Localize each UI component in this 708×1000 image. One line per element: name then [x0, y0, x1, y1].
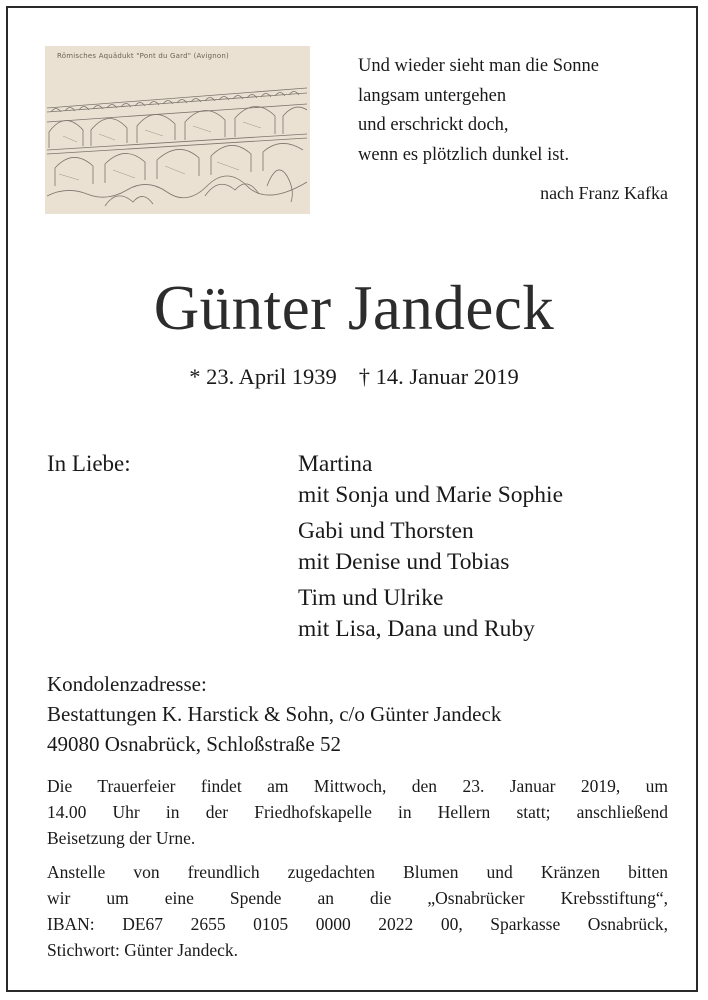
mourner-line: Gabi und Thorsten [298, 518, 474, 544]
condolence-label: Kondolenzadresse: [47, 672, 207, 696]
mourner-line: Tim und Ulrike [298, 585, 444, 611]
poem-attribution: nach Franz Kafka [540, 183, 668, 203]
mourner-group [298, 516, 563, 578]
mourner-group [298, 449, 563, 511]
donation-line: Anstelle von freundlich zugedachten Blumen und Kränzen bitten [47, 862, 668, 882]
mourners-label: In Liebe: [47, 451, 131, 476]
death-date: † 14. Januar 2019 [358, 364, 519, 389]
donation-line: Stichwort: Günter Jandeck. [47, 940, 238, 960]
poem-line: langsam untergehen [358, 85, 507, 106]
condolence-address [47, 669, 501, 759]
aqueduct-sketch-image [45, 46, 310, 214]
donation-line: IBAN: DE67 2655 0105 0000 2022 00, Sparkasse Osnabrück, [47, 914, 668, 934]
birth-date: * 23. April 1939 [189, 364, 337, 389]
donation-notice [47, 859, 668, 963]
funeral-notice [47, 773, 668, 851]
mourner-line: Martina [298, 451, 373, 477]
funeral-line: Die Trauerfeier findet am Mittwoch, den 23. Januar 2019, um [47, 776, 668, 796]
life-dates [0, 364, 708, 390]
mourner-line: mit Lisa, Dana und Ruby [298, 616, 535, 642]
mourner-group [298, 583, 563, 645]
funeral-line: Beisetzung der Urne. [47, 828, 196, 848]
poem-line: wenn es plötzlich dunkel ist. [358, 144, 570, 165]
aqueduct-drawing [45, 46, 310, 214]
donation-line: wir um eine Spende an die „Osnabrücker Krebsstiftung“, [47, 888, 668, 908]
sketch-caption: Römisches Aquädukt "Pont du Gard" (Avignon) [57, 52, 229, 60]
poem-quote [358, 52, 599, 170]
poem-line: Und wieder sieht man die Sonne [358, 56, 599, 76]
mourner-line: mit Denise und Tobias [298, 549, 510, 575]
deceased-name: Günter Jandeck [153, 273, 555, 343]
funeral-line: 14.00 Uhr in der Friedhofskapelle in Hellern statt; anschließend [47, 802, 668, 822]
condolence-line: Bestattungen K. Harstick & Sohn, c/o Günter Jandeck [47, 702, 502, 726]
poem-line: und erschrickt doch, [358, 115, 509, 135]
condolence-line: 49080 Osnabrück, Schloßstraße 52 [47, 732, 341, 756]
mourners-list [298, 449, 563, 650]
mourner-line: mit Sonja und Marie Sophie [298, 482, 564, 508]
